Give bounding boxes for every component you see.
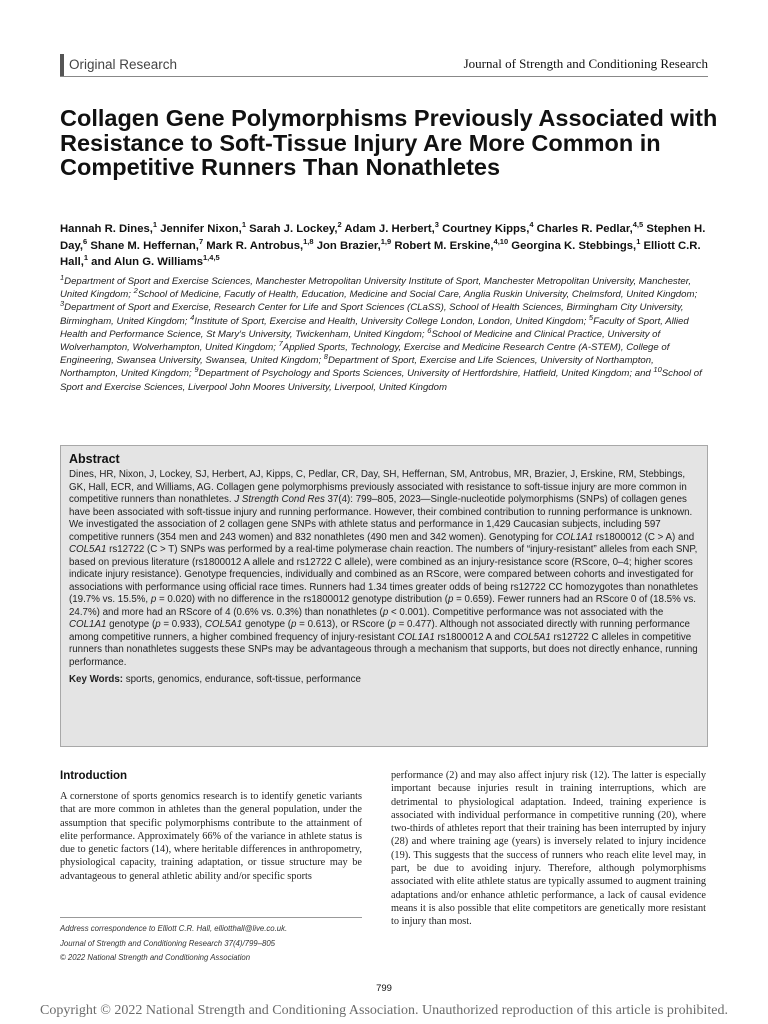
author-affiliation-marker: 4,5 (632, 220, 644, 230)
keywords-label: Key Words: (69, 674, 123, 685)
abstract-body: rs1800012 (C > A) and (593, 531, 695, 543)
author-name: Mark R. Antrobus, (206, 239, 304, 252)
author-affiliation-marker: 1 (83, 253, 89, 263)
author-name: Robert M. Erskine, (394, 239, 494, 252)
p-symbol: p (447, 594, 454, 605)
author-name: Jon Brazier, (316, 239, 381, 252)
affiliation-text: Department of Sport, Exercise and Life Sciences, University of Northampton, Northampton, United Kingdom; (60, 355, 654, 380)
author-affiliation-marker: 3 (434, 220, 439, 230)
author-name: Shane M. Heffernan, (90, 239, 199, 252)
introduction-heading: Introduction (60, 770, 128, 782)
abstract-body: rs12722 (C > T) SNPs was performed by a real-time polymerase chain reaction. The numbers of “injury-resistant” alleles from each SNP, based on previous literature (rs1800012 A allele and rs12722 C allele), were combined as an injury-resistance score (RScore, 0–4; higher scores indicate injury resistance). Genotype frequencies, individually and combined as an RScore, were compared between cohorts and investigated for associations with performance using official race times. Runners had 1.34 times greater odds of being rs12722 CC homozygotes than nonathletes (19.7% vs. 15.5%, (69, 544, 699, 605)
affiliation-number: 5 (588, 312, 594, 322)
gene-name: COL5A1 (69, 544, 107, 555)
p-symbol: p (390, 619, 396, 630)
author-name: Sarah J. Lockey, (249, 223, 338, 235)
keywords-list: sports, genomics, endurance, soft-tissue, performance (123, 674, 361, 685)
gene-name: COL1A1 (555, 531, 594, 543)
author-name: Adam J. Herbert, (344, 223, 435, 235)
abstract-body: = 0.613), or RScore ( (296, 619, 391, 630)
gene-name: COL5A1 (513, 631, 551, 643)
affiliation-number: 4 (190, 312, 195, 322)
abstract-body: = 0.659). Fewer runners had an RScore 0 of (18.5% vs. 24.7%) and more had an RScore of 4 (0.6% vs. 0.3%) than nonathletes ( (69, 594, 696, 618)
author-name: Stephen H. Day, (60, 223, 706, 252)
abstract-body: 37(4): 799–805, 2023—Single-nucleotide polymorphisms (SNPs) of collagen genes have been associated with soft-tissue injury and running performance. However, their combined contribution to running performance is unknown. We investigated the association of 2 collagen gene SNPs with athlete status and performance in 1,429 Caucasian subjects, including 597 competitive runners (354 men and 243 women) and 832 nonathletes (490 men and 342 women). Genotyping for (69, 494, 693, 543)
affiliation-text: School of Sport and Exercise Sciences, Liverpool John Moores University, Liverpool, United Kingdom (60, 368, 702, 393)
gene-name: COL1A1 (69, 619, 107, 630)
p-symbol: p (291, 619, 297, 630)
abstract-body: genotype ( (106, 619, 156, 630)
abstract-citation: Dines, HR, Nixon, J, Lockey, SJ, Herbert, AJ, Kipps, C, Pedlar, CR, Day, SH, Heffernan, SM, Antrobus, MR, Brazier, J, Erskine, RM, Stebbings, GK, Hall, ECR, and Williams, AG. Collagen gene polymorphisms previously associated with resistance to soft-tissue injury are more common in competitive runners than nonathletes. (69, 469, 687, 505)
footnotes (60, 922, 362, 966)
section-label: Original Research (60, 54, 177, 76)
author-affiliation-marker: 1 (241, 220, 246, 230)
introduction-right-column: performance (2) and may also affect injury risk (12). The latter is especially important because injuries result in training interruptions, which are detrimental to physiological adaptation. Indeed, training experience is associated with individual performance in competitive running (20), where two-thirds of athletes report that their training has been interrupted by injury (28) and where training age (years) is inversely related to injury incidence (19). This suggests that the success of runners who reach elite level may, in part, be due to avoiding injury. Therefore, although polymorphisms associated with elite athlete status are typically assumed to augment training adaptations and/or enhance athletic performance, a lack of causal evidence means it is also possible that elite competitors are genetically more resistant to injury than most. (391, 770, 706, 928)
affiliation-text: School of Medicine and Clinical Practice, University of Wolverhampton, Wolverhampton, United Kingdom; (60, 328, 661, 354)
journal-name: Journal of Strength and Conditioning Research (463, 56, 708, 71)
gene-name: COL1A1 (397, 631, 435, 643)
footnote-rule (60, 917, 362, 918)
gene-name: COL5A1 (204, 619, 243, 630)
copyright-banner: Copyright © 2022 National Strength and Conditioning Association. Unauthorized reproduction of this article is prohibited. (40, 1003, 728, 1018)
correspondence-note: Address correspondence to Elliott C.R. Hall, elliotthall@live.co.uk. (60, 924, 288, 933)
author-name: Georgina K. Stebbings, (511, 239, 637, 252)
p-symbol: p (150, 594, 157, 605)
citation-note: Journal of Strength and Conditioning Research 37(4)/799–805 (60, 938, 275, 948)
author-name: and Alun G. Williams (91, 256, 204, 268)
affiliation-text: School of Medicine, Facutly of Health, Education, Medicine and Social Care, Anglia Ruskin University, Chelmsford, United Kingdom; (137, 289, 698, 301)
abstract-body: = 0.020) with no difference in the rs1800012 genotype distribution ( (156, 594, 448, 605)
affiliation-text: Applied Sports, Technology, Exercise and Medicine Research Centre (A-STEM), College of Engineering, Swansea University, Swansea, United Kingdom; (60, 342, 670, 367)
affiliations (60, 272, 708, 394)
page-number: 799 (376, 983, 392, 994)
author-affiliation-marker: 1 (152, 220, 158, 230)
author-list (60, 221, 712, 271)
author-name: Elliott C.R. Hall, (60, 239, 701, 268)
abstract-box (60, 445, 708, 747)
affiliation-number: 3 (60, 299, 65, 309)
affiliation-number: 7 (278, 338, 283, 348)
keywords (69, 673, 699, 686)
author-name: Charles R. Pedlar, (536, 223, 633, 235)
abstract-body: = 0.933), (160, 619, 205, 630)
affiliation-text: Department of Sport and Exercise Sciences, Manchester Metropolitan University Institute of Sport, Manchester Metropolitan University, Manchester, United Kingdom; (60, 276, 692, 301)
affiliation-text: Department of Sport and Exercise, Research Center for Life and Sport Sciences (CLaSS), School of Health Sciences, Birmingham City University, Birmingham, United Kingdom; (60, 302, 684, 327)
affiliation-number: 9 (194, 365, 199, 375)
article-title: Collagen Gene Polymorphisms Previously Associated with Resistance to Soft-Tissue Injury Are More Common in Competitive Runners Than Nonathletes (60, 105, 718, 180)
affiliation-text: Department of Psychology and Sports Sciences, University of Hertfordshire, Hatfield, United Kingdom; and (198, 368, 654, 380)
author-affiliation-marker: 7 (198, 236, 204, 246)
affiliation-number: 6 (427, 325, 432, 335)
abstract-text (69, 469, 699, 669)
abstract-journal: J Strength Cond Res (234, 494, 325, 505)
author-affiliation-marker: 4 (529, 220, 534, 230)
p-symbol: p (155, 619, 161, 630)
copyright-note: © 2022 National Strength and Conditioning Association (60, 953, 251, 962)
abstract-body: rs1800012 A and (434, 631, 514, 643)
page-header (60, 54, 708, 76)
author-name: Jennifer Nixon, (160, 223, 242, 235)
header-rule (60, 76, 708, 77)
abstract-body: genotype ( (242, 619, 292, 630)
author-affiliation-marker: 2 (337, 220, 342, 230)
affiliation-number: 2 (133, 286, 138, 296)
affiliation-number: 8 (323, 352, 328, 362)
affiliation-number: 10 (653, 365, 662, 375)
author-affiliation-marker: 1,4,5 (203, 253, 220, 263)
affiliation-number: 1 (60, 272, 65, 282)
abstract-body: = 0.477). Although not associated directly with running performance among competitive runners, a higher combined frequency of injury-resistant (69, 619, 690, 643)
abstract-body: rs12722 C alleles in competitive runners than nonathletes suggests these SNPs may be advantageous through a mechanism that supports, but does not directly enhance, running performance. (69, 631, 698, 668)
author-affiliation-marker: 1,9 (380, 236, 392, 246)
author-affiliation-marker: 4,10 (493, 236, 509, 246)
author-affiliation-marker: 6 (83, 236, 88, 246)
affiliation-text: Faculty of Sport, Allied Health and Performance Science, St Mary's University, Twickenham, United Kingdom; (60, 315, 689, 340)
author-affiliation-marker: 1 (636, 236, 641, 246)
abstract-body: < 0.001). Competitive performance was not associated with the (388, 606, 664, 618)
introduction-left-column: A cornerstone of sports genomics research is to identify genetic variants that are more common in athletes than the general population, under the assumption that specific polymorphisms contribute to the attainment of elite performance. Approximately 66% of the variance in athlete status is due to genetic factors (14), where heritable differences in anthropometry, physiological capacity, training adaptation, or tissue structure may be advantageous to general athletic ability and/or specific sports (60, 791, 362, 882)
abstract-heading: Abstract (69, 452, 120, 466)
affiliation-text: Institute of Sport, Exercise and Health, University College London, London, United Kingdom; (194, 315, 589, 327)
p-symbol: p (382, 606, 389, 618)
author-affiliation-marker: 1,8 (303, 236, 314, 246)
author-name: Courtney Kipps, (442, 223, 530, 235)
author-name: Hannah R. Dines, (60, 223, 153, 235)
